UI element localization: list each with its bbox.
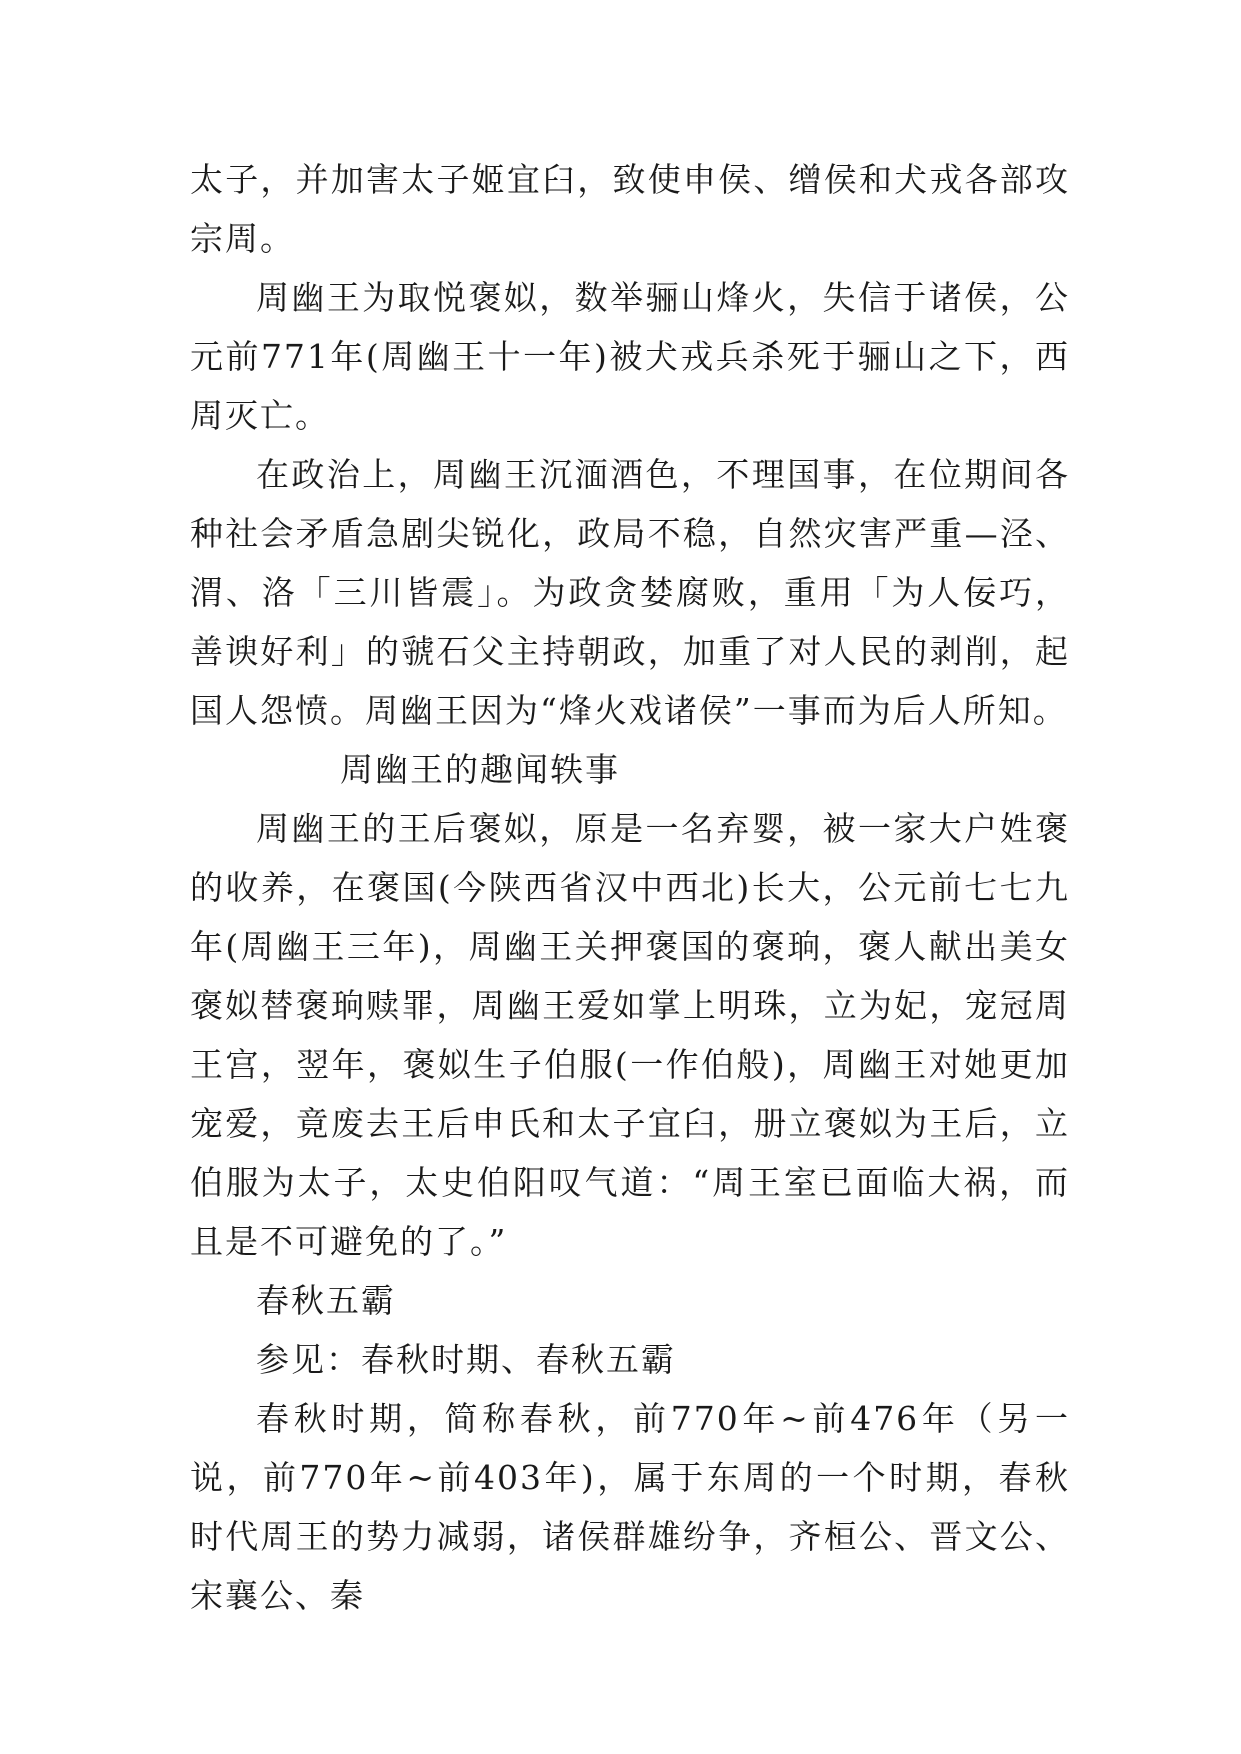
paragraph-see-also: 参见：春秋时期、春秋五霸 [256,1340,676,1379]
paragraph-politics: 在政治上，周幽王沉湎酒色，不理国事，在位期间各种社会矛盾急剧尖锐化，政局不稳，自然灾害严重—泾、渭、洛「三川皆震」。为政贪婪腐败，重用「为人佞巧，善谀好利」的虢石父主持朝政，加重了对人民的剥削，起国人怨愤。周幽王因为“烽火戏诸侯”一事而为后人所知。 [190,455,1070,730]
section-heading-anecdotes: 周幽王的趣闻轶事 [340,750,620,789]
document-body [190,150,1070,1625]
paragraph-beacon-fire: 周幽王为取悦褒姒，数举骊山烽火，失信于诸侯，公元前771年(周幽王十一年)被犬戎兵杀死于骊山之下，西周灭亡。 [190,278,1070,435]
section-heading-five-hegemons: 春秋五霸 [256,1281,396,1320]
paragraph-continuation: 太子，并加害太子姬宜臼，致使申侯、缯侯和犬戎各部攻宗周。 [190,160,1070,258]
paragraph-spring-autumn: 春秋时期，简称春秋，前770年~前476年（另一说，前770年~前403年)，属于东周的一个时期，春秋时代周王的势力减弱，诸侯群雄纷争，齐桓公、晋文公、宋襄公、秦 [190,1399,1070,1615]
paragraph-baosi: 周幽王的王后褒姒，原是一名弃婴，被一家大户姓褒的收养，在褒国(今陕西省汉中西北)长大，公元前七七九年(周幽王三年)，周幽王关押褒国的褒珦，褒人献出美女褒姒替褒珦赎罪，周幽王爱如掌上明珠，立为妃，宠冠周王宫，翌年，褒姒生子伯服(一作伯般)，周幽王对她更加宠爱，竟废去王后申氏和太子宜臼，册立褒姒为王后，立伯服为太子，太史伯阳叹气道：“周王室已面临大祸，而且是不可避免的了。” [190,809,1070,1261]
